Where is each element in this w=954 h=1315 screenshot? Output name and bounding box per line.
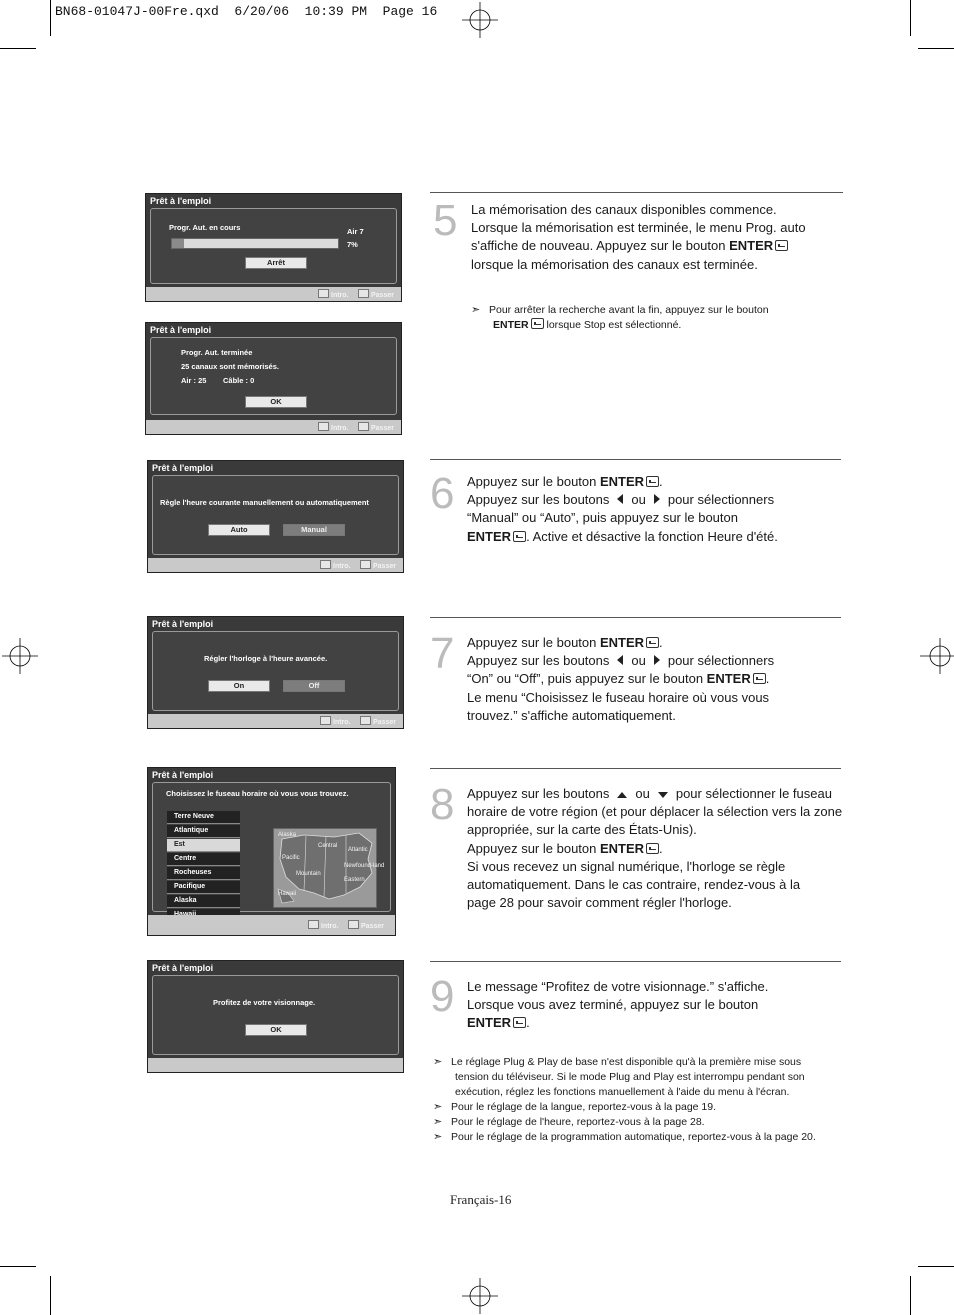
- hint-skip: Passer: [361, 923, 384, 930]
- osd-hint-bar: [146, 287, 401, 301]
- enter-icon: [646, 637, 659, 648]
- map-label: Alaska: [278, 832, 297, 838]
- step-number: 7: [430, 629, 455, 678]
- note-arrow-icon: ➣: [433, 1116, 443, 1128]
- time-zone-map: [273, 828, 385, 908]
- enter-icon: [646, 476, 659, 487]
- bottom-notes: ➣ Le réglage Plug & Play de base n'est disponible qu'à la première mise sous tension du téléviseur. Si le mode Plug and Play est interrompu pendant son exécution, réglez les fonctions manuellement à l'aide du menu à l'écran. ➣ Pour le réglage de la langue, reportez-vous à la page 19. ➣ Pour le réglage de l'heure, reportez-vous à la page 28. ➣ Pour le réglage de la programmation automatique, reportez-vous à la page 20.: [433, 1056, 816, 1143]
- print-header: BN68-01047J-00Fre.qxd 6/20/06 10:39 PM Page 16: [55, 4, 438, 19]
- section-divider: [430, 961, 841, 962]
- air-count: Air : 25: [181, 376, 207, 385]
- time-zone-item[interactable]: Centre: [167, 853, 240, 866]
- enter-icon: [513, 1017, 526, 1028]
- crop-mark: [50, 0, 51, 36]
- cable-count: Câble : 0: [223, 376, 255, 385]
- step-number: 5: [433, 196, 458, 245]
- map-label: Mountain: [296, 871, 321, 877]
- skip-icon: [360, 716, 371, 725]
- note-arrow-icon: ➣: [433, 1056, 443, 1068]
- osd-hint-bar: [146, 420, 401, 434]
- time-zone-item[interactable]: Est: [167, 839, 240, 852]
- map-label: Pacific: [282, 855, 300, 861]
- registration-mark: [462, 2, 498, 38]
- step-6-text: Appuyez sur le bouton ENTER . Appuyez sur les boutons ou pour sélectionners “Manual” ou “Auto”, puis appuyez sur le bouton ENTER . Active et désactive la fonction Heure d'été.: [467, 474, 778, 544]
- skip-icon: [360, 560, 371, 569]
- osd-hint-bar: [148, 714, 403, 728]
- hint-intro: Intro.: [331, 292, 349, 299]
- on-button[interactable]: On: [208, 680, 270, 692]
- map-label: Atlantic: [348, 847, 368, 853]
- ok-button[interactable]: OK: [245, 396, 307, 408]
- manual-button[interactable]: Manual: [283, 524, 345, 536]
- crop-mark: [918, 48, 954, 49]
- registration-mark: [920, 638, 954, 674]
- left-arrow-icon: [617, 494, 623, 504]
- step-8-text: Appuyez sur les boutons ou pour sélectionner le fuseau horaire de votre région (et pour déplacer la sélection vers la zone appropriée, sur la carte des États-Unis). Appuyez sur le bouton ENTER . Si vous recevez un signal numérique, l'horloge se règle automatiquement. Dans le cas contraire, rendez-vous à la page 28 pour savoir comment régler l'horloge.: [467, 786, 843, 911]
- enjoy-message: Profitez de votre visionnage.: [213, 998, 316, 1007]
- map-label: Central: [318, 843, 338, 849]
- channel-text: Air 7: [347, 227, 364, 236]
- crop-mark: [910, 1276, 911, 1315]
- skip-icon: [358, 422, 369, 431]
- osd-hint-bar: [148, 558, 403, 572]
- crop-mark: [0, 48, 36, 49]
- enter-icon: [531, 318, 544, 329]
- section-divider: [430, 768, 841, 769]
- step-7-text: Appuyez sur le bouton ENTER . Appuyez sur les boutons ou pour sélectionners “On” ou “Off”, puis appuyez sur le bouton ENTER . Le menu “Choisissez le fuseau horaire où vous vous trouvez.” s'affiche automatiquement.: [467, 635, 775, 723]
- osd-screen-auto-program: [145, 193, 402, 302]
- osd-panel: [152, 782, 391, 912]
- hint-skip: Passer: [371, 292, 394, 299]
- hint-intro: Intro.: [331, 425, 349, 432]
- time-zone-item[interactable]: Terre Neuve: [167, 811, 240, 824]
- hint-intro: Intro.: [333, 719, 351, 726]
- right-arrow-icon: [654, 655, 660, 665]
- enter-icon: [753, 673, 766, 684]
- osd-hint-bar: [148, 915, 395, 935]
- status-text: Progr. Aut. en cours: [169, 223, 241, 232]
- dst-prompt: Régler l'horloge à l'heure avancée.: [204, 654, 328, 663]
- section-divider: [430, 459, 841, 460]
- map-label: Newfound-land: [344, 863, 385, 869]
- right-arrow-icon: [654, 494, 660, 504]
- skip-icon: [348, 920, 359, 929]
- enter-icon: [320, 716, 331, 725]
- step-5-text: La mémorisation des canaux disponibles commence. Lorsque la mémorisation est terminée, le menu Prog. auto s'affiche de nouveau. Appuyez sur le bouton ENTER lorsque la mémorisation des canaux est terminée.: [471, 202, 806, 272]
- osd-title: Prêt à l'emploi: [152, 770, 214, 780]
- crop-mark: [50, 1276, 51, 1315]
- osd-panel: [152, 475, 399, 555]
- osd-panel: [150, 337, 397, 415]
- enter-icon: [320, 560, 331, 569]
- done-line-1: Progr. Aut. terminée: [181, 348, 253, 357]
- step-9-text: Le message “Profitez de votre visionnage.” s'affiche. Lorsque vous avez terminé, appuyez sur le bouton ENTER .: [467, 979, 769, 1031]
- enter-icon: [775, 240, 788, 251]
- stop-button[interactable]: Arrêt: [245, 257, 307, 269]
- crop-mark: [910, 0, 911, 36]
- enter-icon: [318, 289, 329, 298]
- crop-mark: [918, 1266, 954, 1267]
- map-label: Eastern: [344, 877, 365, 883]
- osd-screen-time-zone: [147, 767, 396, 936]
- hint-skip: Passer: [373, 719, 396, 726]
- time-zone-item[interactable]: Atlantique: [167, 825, 240, 838]
- osd-title: Prêt à l'emploi: [152, 619, 214, 629]
- hint-intro: Intro.: [333, 563, 351, 570]
- step-number: 6: [430, 469, 455, 518]
- down-arrow-icon: [658, 792, 668, 798]
- enter-icon: [513, 531, 526, 542]
- registration-mark: [2, 638, 38, 674]
- section-divider: [430, 617, 841, 618]
- off-button[interactable]: Off: [283, 680, 345, 692]
- hint-intro: Intro.: [321, 923, 339, 930]
- osd-screen-enjoy: [147, 960, 404, 1073]
- ok-button[interactable]: OK: [245, 1024, 307, 1036]
- progress-fill: [172, 239, 184, 248]
- osd-panel: [152, 631, 399, 711]
- hint-skip: Passer: [373, 563, 396, 570]
- crop-mark: [0, 1266, 36, 1267]
- registration-mark: [462, 1278, 498, 1314]
- osd-title: Prêt à l'emploi: [152, 463, 214, 473]
- enter-icon: [646, 843, 659, 854]
- osd-title: Prêt à l'emploi: [152, 963, 214, 973]
- time-zone-item[interactable]: Rocheuses: [167, 867, 240, 880]
- page-number: Français-16: [450, 1192, 512, 1207]
- skip-icon: [358, 289, 369, 298]
- enter-icon: [308, 920, 319, 929]
- note-arrow-icon: ➣: [471, 304, 481, 316]
- up-arrow-icon: [617, 792, 627, 798]
- time-zone-list: [167, 811, 240, 923]
- step-number: 8: [430, 780, 455, 829]
- note-arrow-icon: ➣: [433, 1101, 443, 1113]
- section-divider: [430, 192, 843, 193]
- step-5-note: ➣ Pour arrêter la recherche avant la fin, appuyez sur le bouton ENTER lorsque Stop est sélectionné.: [471, 304, 769, 331]
- time-zone-item[interactable]: Alaska: [167, 895, 240, 908]
- osd-screen-clock-mode: [147, 460, 404, 573]
- osd-screen-program-done: [145, 322, 402, 435]
- time-zone-item[interactable]: Pacifique: [167, 881, 240, 894]
- step-number: 9: [430, 972, 455, 1021]
- done-line-2: 25 canaux sont mémorisés.: [181, 362, 279, 371]
- osd-panel: [150, 208, 397, 284]
- osd-title: Prêt à l'emploi: [150, 325, 212, 335]
- clock-mode-prompt: Règle l'heure courante manuellement ou automatiquement: [160, 498, 369, 507]
- osd-hint-bar: [148, 1058, 403, 1072]
- progress-bar: [171, 238, 339, 249]
- osd-panel: [152, 975, 399, 1055]
- auto-button[interactable]: Auto: [208, 524, 270, 536]
- time-zone-prompt: Choisissez le fuseau horaire où vous vous trouvez.: [166, 789, 349, 798]
- osd-title: Prêt à l'emploi: [150, 196, 212, 206]
- percent-text: 7%: [347, 240, 358, 249]
- map-label: Hawaii: [278, 891, 297, 897]
- osd-screen-dst: [147, 616, 404, 729]
- enter-icon: [318, 422, 329, 431]
- hint-skip: Passer: [371, 425, 394, 432]
- left-arrow-icon: [617, 655, 623, 665]
- note-arrow-icon: ➣: [433, 1131, 443, 1143]
